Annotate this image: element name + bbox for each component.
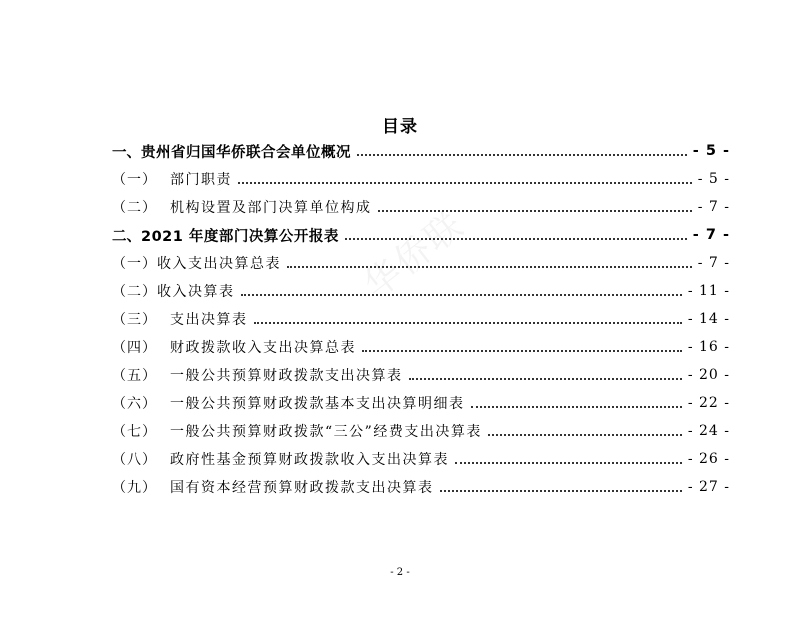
- toc-entry-number: （一）: [112, 172, 157, 188]
- toc-entry[interactable]: [112, 418, 730, 444]
- toc-entry-number: （六）: [112, 396, 157, 412]
- toc-entry-label: 支出决算表: [170, 312, 248, 328]
- dot-leader: [378, 210, 692, 212]
- toc-entry-label: 一般公共预算财政拨款基本支出决算明细表: [170, 396, 465, 412]
- dot-leader: [345, 238, 687, 240]
- dot-leader: [488, 434, 682, 436]
- toc-entry-page: - 7 -: [697, 255, 730, 271]
- toc-entry[interactable]: [112, 278, 730, 304]
- toc-entry-number: （三）: [112, 312, 157, 328]
- page-footer-number: - 2 -: [390, 567, 410, 578]
- toc-entry[interactable]: [112, 446, 730, 472]
- toc-entry-page: - 14 -: [687, 311, 730, 327]
- toc-entry-number: （四）: [112, 340, 157, 356]
- toc-entry[interactable]: [112, 222, 730, 248]
- toc-entry-label: 政府性基金预算财政拨款收入支出决算表: [170, 452, 449, 468]
- toc-entry-page: - 5 -: [692, 143, 730, 159]
- toc-entry[interactable]: [112, 390, 730, 416]
- dot-leader: [471, 406, 682, 408]
- toc-entry-page: - 24 -: [687, 423, 730, 439]
- toc-entry[interactable]: [112, 334, 730, 360]
- toc-entry-number: 一、: [112, 144, 141, 161]
- toc-entry-label: 一般公共预算财政拨款支出决算表: [170, 368, 403, 384]
- toc-entry-number: （二）: [112, 200, 157, 216]
- toc-entry-label: 财政拨款收入支出决算总表: [170, 340, 356, 356]
- dot-leader: [357, 154, 687, 156]
- dot-leader: [241, 294, 682, 296]
- toc-entry-number: （八）: [112, 452, 157, 468]
- dot-leader: [409, 378, 682, 380]
- dot-leader: [254, 322, 682, 324]
- dot-leader: [362, 350, 682, 352]
- toc-entry-page: - 7 -: [697, 199, 730, 215]
- toc-entry-page: - 11 -: [687, 283, 730, 299]
- toc-entry-page: - 22 -: [687, 395, 730, 411]
- toc-entry-page: - 5 -: [697, 171, 730, 187]
- toc-entry[interactable]: [112, 194, 730, 220]
- toc-entry[interactable]: [112, 474, 730, 500]
- toc-entry-number: 二、: [112, 228, 141, 245]
- dot-leader: [440, 490, 682, 492]
- dot-leader: [287, 266, 692, 268]
- toc-entry-label: 2021 年度部门决算公开报表: [141, 228, 339, 245]
- toc-entry-number: （七）: [112, 424, 157, 440]
- toc-entry[interactable]: [112, 306, 730, 332]
- toc-entry-label: 贵州省归国华侨联合会单位概况: [141, 144, 351, 161]
- toc-entry-label: 国有资本经营预算财政拨款支出决算表: [170, 480, 434, 496]
- toc-entry-page: - 16 -: [687, 339, 730, 355]
- toc-entry[interactable]: [112, 362, 730, 388]
- toc-entry-label: 收入决算表: [157, 284, 235, 300]
- dot-leader: [238, 182, 692, 184]
- toc-entry[interactable]: [112, 250, 730, 276]
- dot-leader: [455, 462, 682, 464]
- toc-entry-page: - 27 -: [687, 479, 730, 495]
- toc-entry-page: - 7 -: [692, 227, 730, 243]
- toc-entry-number: （一）: [112, 256, 157, 272]
- toc-entry-label: 收入支出决算总表: [157, 256, 281, 272]
- watermark: 华侨联: [356, 204, 473, 307]
- toc-entry-page: - 26 -: [687, 451, 730, 467]
- toc-entry-page: - 20 -: [687, 367, 730, 383]
- toc-entry-label: 一般公共预算财政拨款“三公”经费支出决算表: [170, 424, 482, 440]
- toc-entry[interactable]: [112, 138, 730, 164]
- toc-title: 目录: [382, 117, 418, 137]
- toc-entry[interactable]: [112, 166, 730, 192]
- toc-entry-label: 机构设置及部门决算单位构成: [170, 200, 372, 216]
- toc-entry-number: （二）: [112, 284, 157, 300]
- toc-entry-number: （五）: [112, 368, 157, 384]
- toc-entry-number: （九）: [112, 480, 157, 496]
- toc-entry-label: 部门职责: [170, 172, 232, 188]
